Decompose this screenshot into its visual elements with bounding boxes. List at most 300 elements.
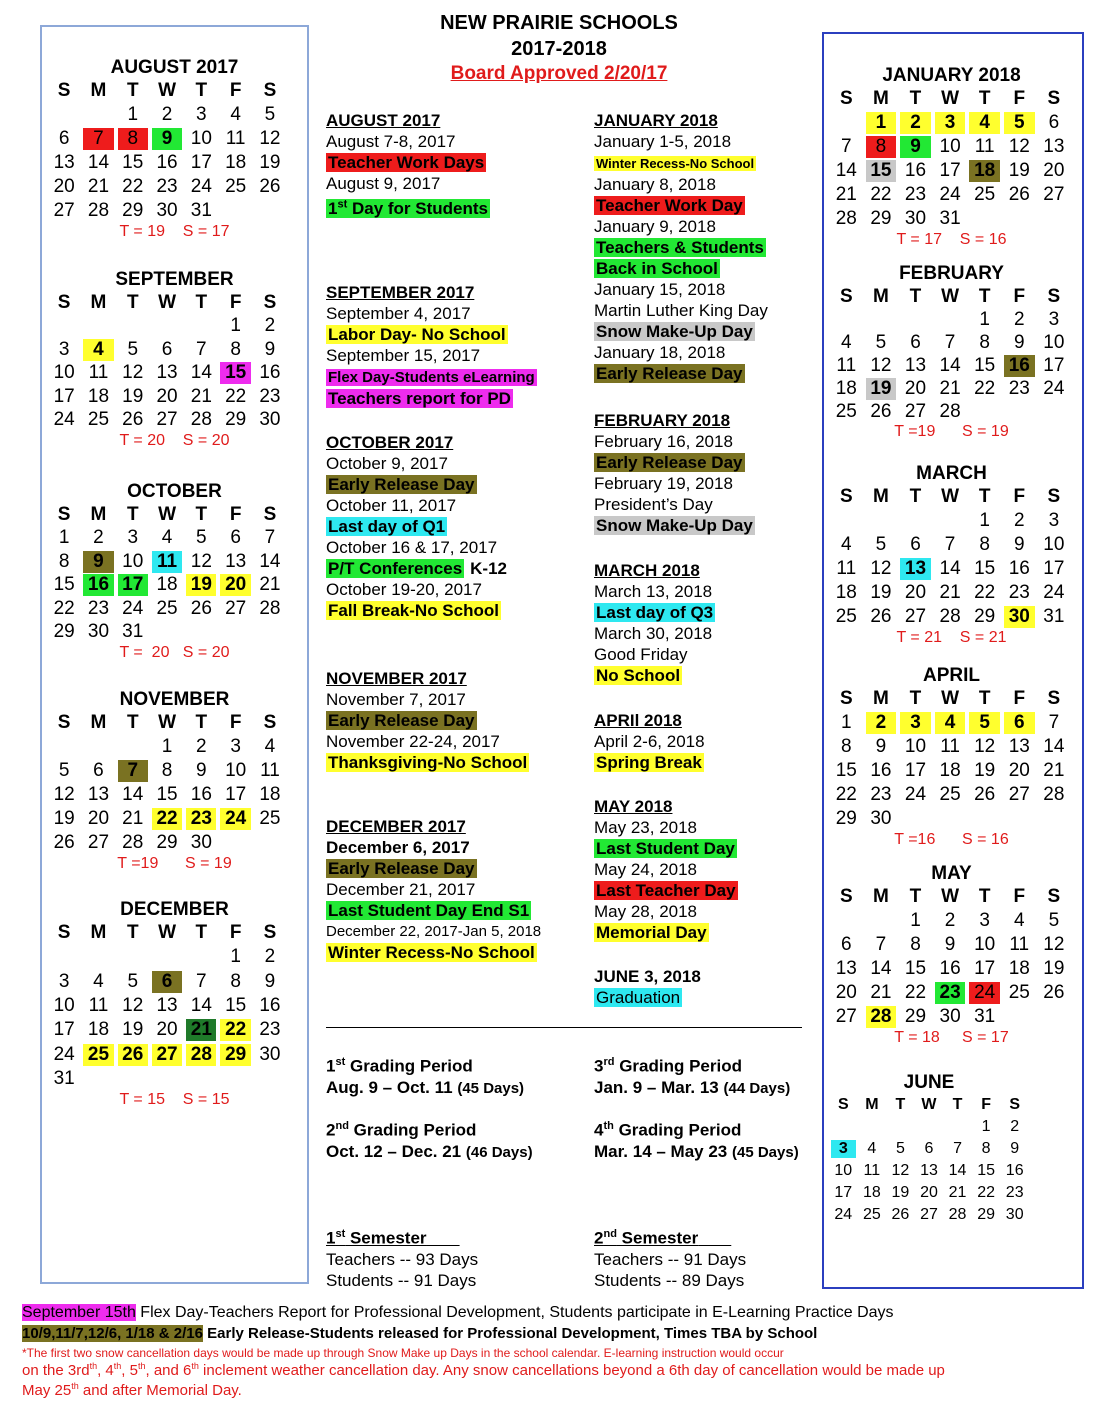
day-cell: 25	[225, 176, 247, 197]
grading-period-1: 1st Grading Period Aug. 9 – Oct. 11 (45 Days)	[326, 1056, 525, 1097]
day-cell: 9	[1010, 1140, 1020, 1157]
day-cell: 22	[870, 184, 892, 205]
day-cell: 8	[230, 970, 241, 992]
day-cell: 12	[1008, 136, 1030, 157]
day-cell: 16	[259, 995, 281, 1017]
day-cell: 13	[156, 362, 178, 384]
day-cell: 3	[935, 112, 966, 134]
footer-snow-note-2: on the $3rd^{th}$, 4th, 5th, and 6th inclement weather cancellation day. Any snow cancellations beyond a 6th day of cancellation would be made up	[22, 1361, 945, 1379]
day-cell: 31	[53, 1067, 75, 1089]
event-tag: Last day of Q1	[328, 517, 446, 536]
day-cell: 29	[974, 606, 996, 627]
event-date: October 16 & 17, 2017	[326, 538, 498, 557]
weekday-header: S	[57, 503, 71, 525]
day-cell: 2	[1013, 308, 1025, 330]
event-tag: Early Release Day	[596, 453, 743, 472]
event-tag: Last Student Day End S1	[328, 901, 530, 920]
day-cell: 1	[58, 527, 70, 549]
day-cell: 27	[156, 409, 178, 431]
day-cell: 11	[260, 760, 280, 781]
day-cell: 19	[259, 152, 281, 173]
day-cell: 18	[87, 385, 110, 407]
weekday-header: T	[126, 712, 139, 733]
event-date: January 1-5, 2018	[594, 132, 732, 151]
day-cell: 29	[870, 208, 892, 229]
day-cell: 30	[904, 208, 927, 229]
school-year: 2017-2018	[511, 38, 607, 60]
day-cell: 28	[186, 1044, 216, 1066]
weekday-header: F	[1013, 486, 1026, 507]
day-cell: 26	[190, 597, 212, 619]
weekday-header: F	[229, 80, 242, 101]
weekday-header: S	[263, 922, 277, 944]
event-head: APRIl 2018	[594, 711, 682, 730]
day-cell: 28	[939, 400, 961, 422]
month-title: OCTOBER	[127, 481, 222, 502]
day-cell: 4	[1013, 910, 1025, 931]
day-cell: 8	[866, 136, 897, 158]
day-cell: 10	[939, 136, 961, 157]
day-cell: 28	[835, 208, 857, 229]
calendar-january	[829, 65, 1074, 249]
day-cell: 11	[88, 362, 109, 384]
day-cell: 7	[1048, 712, 1060, 733]
weekday-header: T	[978, 886, 991, 907]
day-cell: 15	[225, 995, 247, 1017]
day-cell: 30	[156, 200, 178, 221]
day-cell: 24	[220, 808, 250, 830]
day-cell: 21	[259, 574, 281, 596]
event-head: AUGUST 2017	[326, 111, 441, 130]
day-cell: 8	[910, 934, 921, 955]
event-tag: Last Teacher Day	[596, 881, 736, 900]
day-cell: 2	[161, 104, 173, 125]
day-cell: 16	[1004, 355, 1035, 377]
day-cell: 14	[190, 995, 212, 1017]
divider	[326, 1027, 802, 1028]
day-cell: 4	[841, 331, 852, 353]
day-cell: 20	[1043, 160, 1065, 181]
day-cell: 17	[53, 1019, 75, 1041]
day-cell: 30	[1004, 606, 1035, 628]
day-cell: 18	[1008, 958, 1030, 979]
weekday-header: F	[229, 291, 242, 313]
day-cell: 26	[870, 400, 892, 422]
weekday-header: S	[1047, 285, 1061, 307]
day-cell: 21	[87, 176, 110, 197]
day-cell: 29	[225, 409, 247, 431]
month-title: JANUARY 2018	[882, 65, 1021, 86]
day-cell: 23	[186, 808, 216, 830]
day-cell: 14	[939, 354, 961, 376]
day-cell: 26	[974, 784, 996, 805]
day-cell: 20	[220, 574, 250, 596]
day-cell: 19	[891, 1184, 910, 1201]
day-cell: 22	[152, 808, 182, 830]
day-cell: 15	[53, 574, 75, 596]
day-cell: 13	[835, 958, 857, 979]
day-cell: 31	[1043, 606, 1065, 627]
day-cell: 28	[939, 606, 961, 627]
day-cell: 9	[1013, 534, 1025, 555]
day-cell: 22	[220, 1019, 250, 1041]
event-tag: Teacher Work Day	[596, 196, 743, 215]
day-cell: 15	[122, 152, 144, 173]
month-totals: T = 21 S = 21	[896, 629, 1007, 646]
day-cell: 27	[1008, 784, 1030, 805]
day-cell: 16	[1005, 1162, 1024, 1179]
day-cell: 14	[122, 784, 144, 805]
day-cell: 5	[196, 527, 207, 549]
day-cell: 7	[83, 128, 113, 150]
weekday-header: S	[1047, 886, 1061, 907]
day-cell: 13	[225, 550, 247, 572]
event-date: December 22, 2017-Jan 5, 2018	[326, 923, 542, 940]
day-cell: 21	[190, 385, 212, 407]
day-cell: 31	[974, 1006, 996, 1027]
events-october	[326, 432, 507, 621]
day-cell: 4	[841, 534, 852, 555]
day-cell: 10	[1043, 331, 1065, 353]
day-cell: 16	[83, 574, 113, 596]
day-cell: 4	[969, 112, 1000, 134]
day-cell: 7	[953, 1140, 962, 1157]
month-title: FEBRUARY	[899, 263, 1004, 284]
day-cell: 3	[831, 1140, 856, 1158]
day-cell: 18	[835, 582, 857, 603]
calendar-march	[829, 463, 1074, 647]
day-cell: 10	[904, 736, 927, 757]
day-cell: 1	[910, 910, 921, 931]
day-cell: 24	[969, 982, 1000, 1004]
day-cell: 28	[190, 409, 212, 431]
day-cell: 3	[127, 527, 139, 549]
day-cell: 29	[53, 621, 75, 643]
event-tag: Memorial Day	[596, 923, 707, 942]
event-head: JANUARY 2018	[594, 111, 718, 130]
day-cell: 26	[118, 1044, 148, 1066]
day-cell: 8	[58, 550, 70, 572]
event-date: August 7-8, 2017	[326, 132, 456, 151]
day-cell: 21	[835, 184, 857, 205]
weekday-header: S	[57, 291, 71, 313]
day-cell: 7	[196, 338, 207, 360]
weekday-header: W	[941, 688, 960, 709]
month-title: MAY	[931, 863, 972, 884]
day-cell: 28	[948, 1206, 967, 1223]
day-cell: 7	[196, 970, 207, 992]
day-cell: 29	[122, 200, 144, 221]
calendar-april	[829, 665, 1074, 849]
day-cell: 1	[981, 1118, 991, 1135]
day-cell: 6	[1048, 112, 1060, 133]
day-cell: 9	[1013, 331, 1025, 353]
event-tag: Labor Day- No School	[328, 325, 506, 344]
event-tag: Back in School	[596, 259, 718, 278]
events-april	[594, 710, 705, 773]
day-cell: 23	[870, 784, 892, 805]
day-cell: 27	[225, 597, 247, 619]
day-cell: 18	[862, 1184, 881, 1201]
event-date: January 9, 2018	[594, 217, 716, 236]
day-cell: 6	[93, 760, 104, 781]
day-cell: 16	[190, 784, 212, 805]
day-cell: 26	[891, 1206, 910, 1223]
day-cell: 8	[841, 736, 852, 757]
weekday-header: S	[263, 503, 277, 525]
weekday-header: W	[941, 486, 960, 507]
day-cell: 31	[190, 200, 212, 221]
day-cell: 20	[904, 377, 927, 399]
month-totals: T = 15 S = 15	[119, 1091, 230, 1109]
weekday-header: M	[872, 688, 889, 709]
day-cell: 16	[259, 362, 281, 384]
day-cell: 23	[1008, 377, 1030, 399]
day-cell: 15	[835, 760, 857, 781]
day-cell: 11	[225, 128, 246, 149]
event-tag: Graduation	[596, 988, 681, 1007]
day-cell: 13	[53, 152, 75, 173]
day-cell: 31	[939, 208, 961, 229]
day-cell: 1	[230, 946, 241, 968]
day-cell: 10	[53, 995, 75, 1017]
weekday-header: S	[1047, 486, 1061, 507]
event-date: September 15, 2017	[326, 346, 481, 365]
weekday-header: M	[90, 922, 107, 944]
event-date: November 7, 2017	[326, 690, 466, 709]
weekday-header: M	[872, 88, 889, 109]
weekday-header: F	[1013, 886, 1026, 907]
day-cell: 25	[259, 808, 281, 829]
event-date: March 30, 2018	[594, 624, 713, 643]
day-cell: 13	[900, 558, 931, 580]
day-cell: 17	[225, 784, 247, 805]
calendar-june	[829, 1072, 1029, 1226]
day-cell: 13	[87, 784, 110, 805]
day-cell: 20	[1008, 760, 1030, 781]
weekday-header: F	[1013, 285, 1026, 307]
day-cell: 26	[53, 832, 75, 853]
day-cell: 3	[196, 104, 207, 125]
day-cell: 13	[904, 354, 927, 376]
day-cell: 21	[948, 1184, 967, 1201]
day-cell: 7	[841, 136, 852, 157]
day-cell: 11	[836, 354, 857, 376]
day-cell: 8	[981, 1140, 991, 1157]
day-cell: 14	[190, 362, 212, 384]
footer-early-release: 10/9,11/7,12/6, 1/18 & 2/16 Early Release-Students released for Professional Development, Times TBA by School	[22, 1325, 818, 1342]
day-cell: 29	[835, 808, 857, 829]
day-cell: 14	[259, 550, 281, 572]
weekday-header: T	[195, 503, 208, 525]
day-cell: 25	[83, 1044, 113, 1066]
weekday-header: T	[909, 486, 922, 507]
day-cell: 24	[53, 409, 75, 431]
events-november	[326, 668, 529, 773]
day-cell: 20	[904, 582, 927, 603]
day-cell: 17	[834, 1184, 853, 1201]
grading-period-4: 4th Grading Period Mar. 14 – May 23 (45 Days)	[594, 1120, 799, 1161]
weekday-header: T	[978, 486, 991, 507]
weekday-header: W	[941, 285, 960, 307]
weekday-header: S	[839, 88, 853, 109]
day-cell: 6	[161, 338, 173, 360]
weekday-header: W	[941, 886, 960, 907]
weekday-header: S	[1047, 88, 1061, 109]
weekday-header: T	[195, 291, 208, 313]
day-cell: 20	[156, 385, 178, 407]
day-cell: 25	[156, 597, 178, 619]
day-cell: 18	[969, 160, 1000, 182]
day-cell: 10	[1043, 534, 1065, 555]
day-cell: 29	[156, 832, 178, 853]
day-cell: 4	[230, 104, 241, 125]
month-totals: T = 20 S = 20	[119, 432, 230, 449]
weekday-header: S	[1009, 1096, 1021, 1113]
event-tag: No School	[596, 666, 681, 685]
event-tag: P/T Conferences	[328, 559, 463, 578]
day-cell: 12	[1043, 934, 1065, 955]
weekday-header: F	[1013, 688, 1026, 709]
month-totals: T = 18 S = 17	[894, 1029, 1009, 1046]
day-cell: 5	[969, 712, 1000, 734]
event-date: January 15, 2018	[594, 280, 726, 299]
event-date: August 9, 2017	[326, 174, 441, 193]
footer-flex-day: September 15th Flex Day-Teachers Report for Professional Development, Students participate in E-Learning Practice Days	[22, 1304, 894, 1321]
day-cell: 25	[1008, 982, 1030, 1003]
day-cell: 2	[264, 946, 276, 968]
day-cell: 14	[870, 958, 892, 979]
day-cell: 28	[866, 1006, 897, 1028]
weekday-header: T	[909, 886, 922, 907]
day-cell: 23	[259, 1019, 281, 1041]
weekday-header: T	[895, 1096, 906, 1113]
day-cell: 4	[161, 527, 173, 549]
day-cell: 27	[904, 400, 927, 422]
weekday-header: F	[981, 1096, 991, 1113]
event-tag: Teacher Work Days	[328, 153, 485, 172]
day-cell: 17	[53, 385, 75, 407]
day-cell: 9	[264, 338, 276, 360]
month-totals: T =19 S = 19	[894, 423, 1009, 440]
weekday-header: T	[909, 88, 922, 109]
day-cell: 19	[1043, 958, 1065, 979]
day-cell: 11	[152, 551, 182, 573]
day-cell: 25	[835, 400, 857, 422]
weekday-header: M	[872, 886, 889, 907]
day-cell: 18	[156, 574, 178, 596]
day-cell: 30	[87, 621, 110, 643]
event-date: April 2-6, 2018	[594, 732, 705, 751]
event-head: JUNE 3, 2018	[594, 967, 701, 986]
day-cell: 28	[87, 200, 110, 221]
weekday-header: W	[158, 922, 176, 944]
day-cell: 27	[53, 200, 75, 221]
day-cell: 6	[841, 934, 852, 955]
day-cell: 23	[1005, 1184, 1024, 1201]
day-cell: 27	[904, 606, 927, 627]
day-cell: 18	[87, 1019, 110, 1041]
event-date: September 4, 2017	[326, 304, 471, 323]
day-cell: 19	[122, 385, 144, 407]
weekday-header: W	[921, 1096, 937, 1113]
event-tag: Flex Day-Students eLearning	[328, 369, 535, 386]
weekday-header: S	[837, 1096, 849, 1113]
day-cell: 3	[58, 338, 70, 360]
day-cell: 5	[264, 104, 276, 125]
day-cell: 14	[835, 160, 857, 181]
day-cell: 20	[835, 982, 857, 1003]
day-cell: 10	[122, 550, 144, 572]
day-cell: 8	[979, 534, 990, 555]
school-title: NEW PRAIRIE SCHOOLS	[440, 12, 678, 34]
weekday-header: S	[839, 886, 853, 907]
day-cell: 21	[1043, 760, 1065, 781]
weekday-header: M	[90, 503, 107, 525]
weekday-header: T	[126, 922, 139, 944]
day-cell: 28	[1043, 784, 1065, 805]
weekday-header: T	[909, 688, 922, 709]
day-cell: 1	[841, 712, 852, 733]
day-cell: 8	[118, 128, 148, 150]
day-cell: 18	[939, 760, 961, 781]
day-cell: 10	[225, 760, 247, 781]
weekday-header: T	[952, 1096, 963, 1113]
event-head: FEBRUARY 2018	[594, 411, 731, 430]
day-cell: 24	[1043, 377, 1065, 399]
day-cell: 14	[948, 1162, 967, 1179]
events-march	[594, 560, 715, 686]
day-cell: 27	[87, 832, 110, 853]
day-cell: 20	[87, 808, 110, 829]
day-cell: 26	[1043, 982, 1065, 1003]
day-cell: 3	[230, 736, 241, 757]
day-cell: 6	[910, 534, 921, 555]
day-cell: 25	[862, 1206, 881, 1223]
board-approved: Board Approved 2/20/17	[450, 63, 668, 84]
event-date: December 21, 2017	[326, 880, 476, 899]
event-date: President’s Day	[594, 495, 713, 514]
day-cell: 4	[93, 970, 104, 992]
weekday-header: W	[158, 503, 176, 525]
calendar-october	[47, 481, 302, 662]
day-cell: 30	[870, 808, 892, 829]
events-january	[594, 110, 768, 384]
weekday-header: S	[57, 80, 71, 101]
day-cell: 23	[935, 982, 966, 1004]
semester-1: 1st Semester Teachers -- 93 Days Students -- 91 Days	[326, 1228, 479, 1290]
event-date: May 28, 2018	[594, 902, 698, 921]
day-cell: 11	[836, 558, 857, 579]
day-cell: 7	[875, 934, 887, 955]
weekday-header: S	[57, 922, 71, 944]
events-february	[594, 410, 755, 536]
day-cell: 17	[118, 574, 148, 596]
day-cell: 30	[259, 1043, 281, 1065]
day-cell: 23	[1008, 582, 1030, 603]
day-cell: 22	[225, 385, 247, 407]
weekday-header: W	[158, 80, 176, 101]
event-tag: Thanksgiving-No School	[328, 753, 528, 772]
day-cell: 23	[259, 385, 281, 407]
event-date: Good Friday	[594, 645, 688, 664]
day-cell: 28	[259, 597, 281, 619]
day-cell: 6	[924, 1140, 934, 1157]
day-cell: 26	[259, 176, 281, 197]
day-cell: 9	[83, 551, 113, 573]
day-cell: 17	[939, 160, 961, 181]
day-cell: 3	[1048, 510, 1060, 531]
